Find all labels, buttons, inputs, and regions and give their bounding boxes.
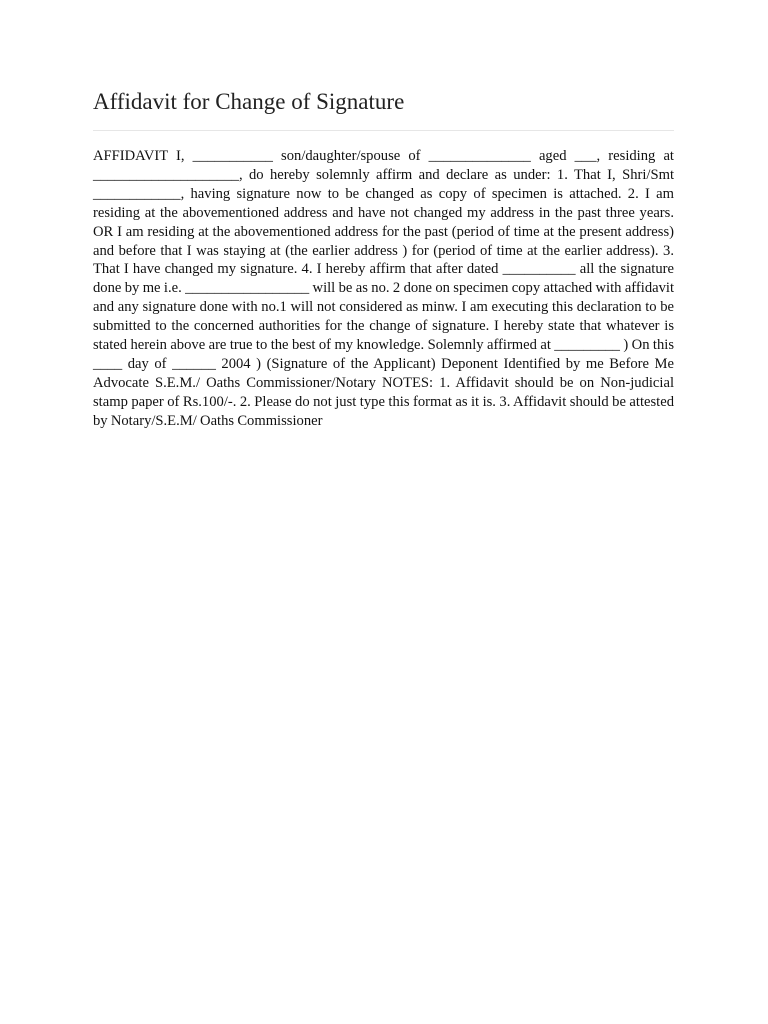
document-title: Affidavit for Change of Signature bbox=[93, 89, 405, 114]
title-divider bbox=[93, 130, 674, 131]
document-page bbox=[93, 86, 674, 431]
document-body: AFFIDAVIT I, ___________ son/daughter/spouse of ______________ aged ___, residing at ____________________, do hereby solemnly affirm and declare as under: 1. That I, Shri/Smt ____________, having signature now to be changed as copy of specimen is attached. 2. I am residing at the abovementioned address and have not changed my address in the past three years. OR I am residing at the abovementioned address for the past (period of time at the present address) and before that I was staying at (the earlier address ) for (period of time at the earlier address). 3. That I have changed my signature. 4. I hereby affirm that after dated __________ all the signature done by me i.e. _________________ will be as no. 2 done on specimen copy attached with affidavit and any signature done with no.1 will not considered as minw. I am executing this declaration to be submitted to the concerned authorities for the change of signature. I hereby state that whatever is stated herein above are true to the best of my knowledge. Solemnly affirmed at _________ ) On this ____ day of ______ 2004 ) (Signature of the Applicant) Deponent Identified by me Before Me Advocate S.E.M./ Oaths Commissioner/Notary NOTES: 1. Affidavit should be on Non-judicial stamp paper of Rs.100/-. 2. Please do not just type this format as it is. 3. Affidavit should be attested by Notary/S.E.M/ Oaths Commissioner bbox=[93, 148, 674, 429]
